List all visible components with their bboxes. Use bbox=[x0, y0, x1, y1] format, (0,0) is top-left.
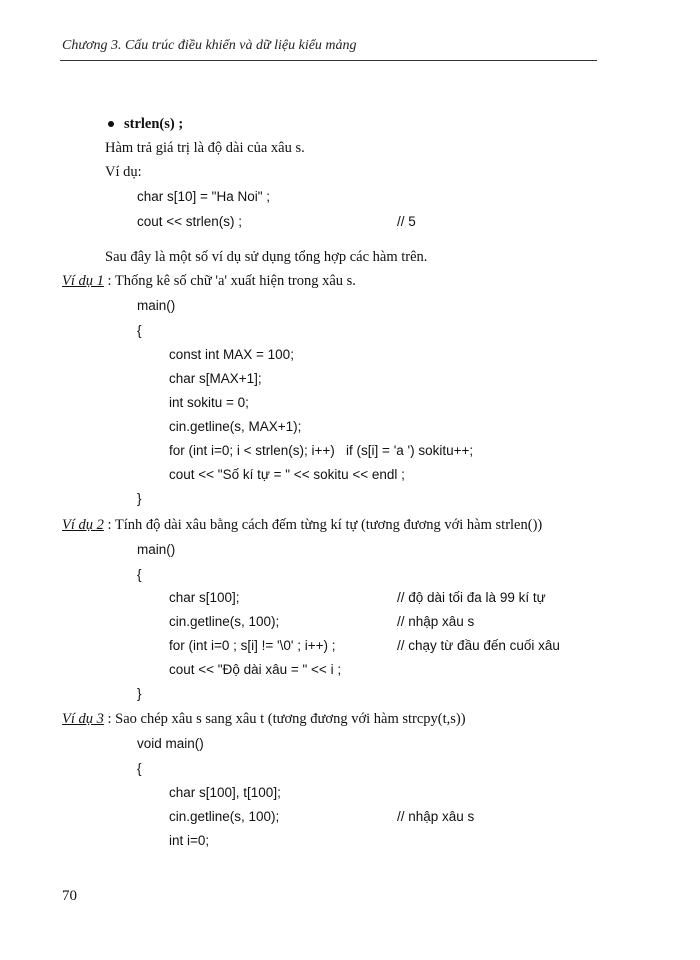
code-line: const int MAX = 100; bbox=[169, 347, 294, 362]
header-rule bbox=[60, 60, 597, 61]
code-comment: // nhập xâu s bbox=[397, 614, 475, 629]
example3-text: : Sao chép xâu s sang xâu t (tương đương với hàm strcpy(t,s)) bbox=[103, 711, 466, 727]
example2-label: Ví dụ 2 bbox=[62, 517, 104, 533]
code-line: char s[100], t[100]; bbox=[169, 785, 281, 800]
code-line: void main() bbox=[137, 736, 204, 751]
code-line: } bbox=[137, 686, 142, 701]
function-heading: strlen(s) ; bbox=[124, 116, 184, 132]
code-comment: // độ dài tối đa là 99 kí tự bbox=[397, 590, 546, 605]
example3-label: Ví dụ 3 bbox=[62, 711, 104, 727]
code-line: cin.getline(s, 100); bbox=[169, 809, 280, 824]
code-line: cout << "Số kí tự = " << sokitu << endl ; bbox=[169, 467, 405, 482]
intro-paragraph: Sau đây là một số ví dụ sử dụng tổng hợp các hàm trên. bbox=[105, 249, 428, 265]
code-line: int sokitu = 0; bbox=[169, 395, 249, 410]
code-line: int i=0; bbox=[169, 833, 210, 848]
code-line: for (int i=0 ; s[i] != '\0' ; i++) ; bbox=[169, 638, 336, 653]
page-number: 70 bbox=[62, 888, 77, 904]
code-line: cout << "Độ dài xâu = " << i ; bbox=[169, 662, 342, 677]
code-line: char s[10] = "Ha Noi" ; bbox=[137, 189, 271, 204]
code-line: } bbox=[137, 491, 142, 506]
example2-caption bbox=[62, 516, 542, 534]
example3-caption bbox=[62, 710, 466, 728]
code-line: main() bbox=[137, 298, 176, 313]
code-line: { bbox=[137, 323, 142, 338]
example2-text: : Tính độ dài xâu bằng cách đếm từng kí tự (tương đương với hàm strlen()) bbox=[103, 517, 543, 533]
bullet-icon bbox=[108, 121, 114, 127]
code-line: main() bbox=[137, 542, 176, 557]
code-line: { bbox=[137, 567, 142, 582]
example1-caption bbox=[62, 272, 356, 290]
example1-text: : Thống kê số chữ 'a' xuất hiện trong xâu s. bbox=[103, 273, 356, 289]
chapter-header: Chương 3. Cấu trúc điều khiển và dữ liệu kiểu mảng bbox=[62, 38, 357, 53]
code-comment: // 5 bbox=[397, 214, 416, 229]
code-line: char s[MAX+1]; bbox=[169, 371, 262, 386]
code-line: cin.getline(s, 100); bbox=[169, 614, 280, 629]
code-line: char s[100]; bbox=[169, 590, 240, 605]
code-line: for (int i=0; i < strlen(s); i++) if (s[i] = 'a ') sokitu++; bbox=[169, 443, 474, 458]
code-line: cin.getline(s, MAX+1); bbox=[169, 419, 302, 434]
code-line: { bbox=[137, 761, 142, 776]
example-label: Ví dụ: bbox=[105, 164, 142, 180]
code-comment: // chạy từ đầu đến cuối xâu bbox=[397, 638, 560, 653]
code-line: cout << strlen(s) ; bbox=[137, 214, 243, 229]
code-comment: // nhập xâu s bbox=[397, 809, 475, 824]
function-description: Hàm trả giá trị là độ dài của xâu s. bbox=[105, 140, 305, 156]
example1-label: Ví dụ 1 bbox=[62, 273, 104, 289]
